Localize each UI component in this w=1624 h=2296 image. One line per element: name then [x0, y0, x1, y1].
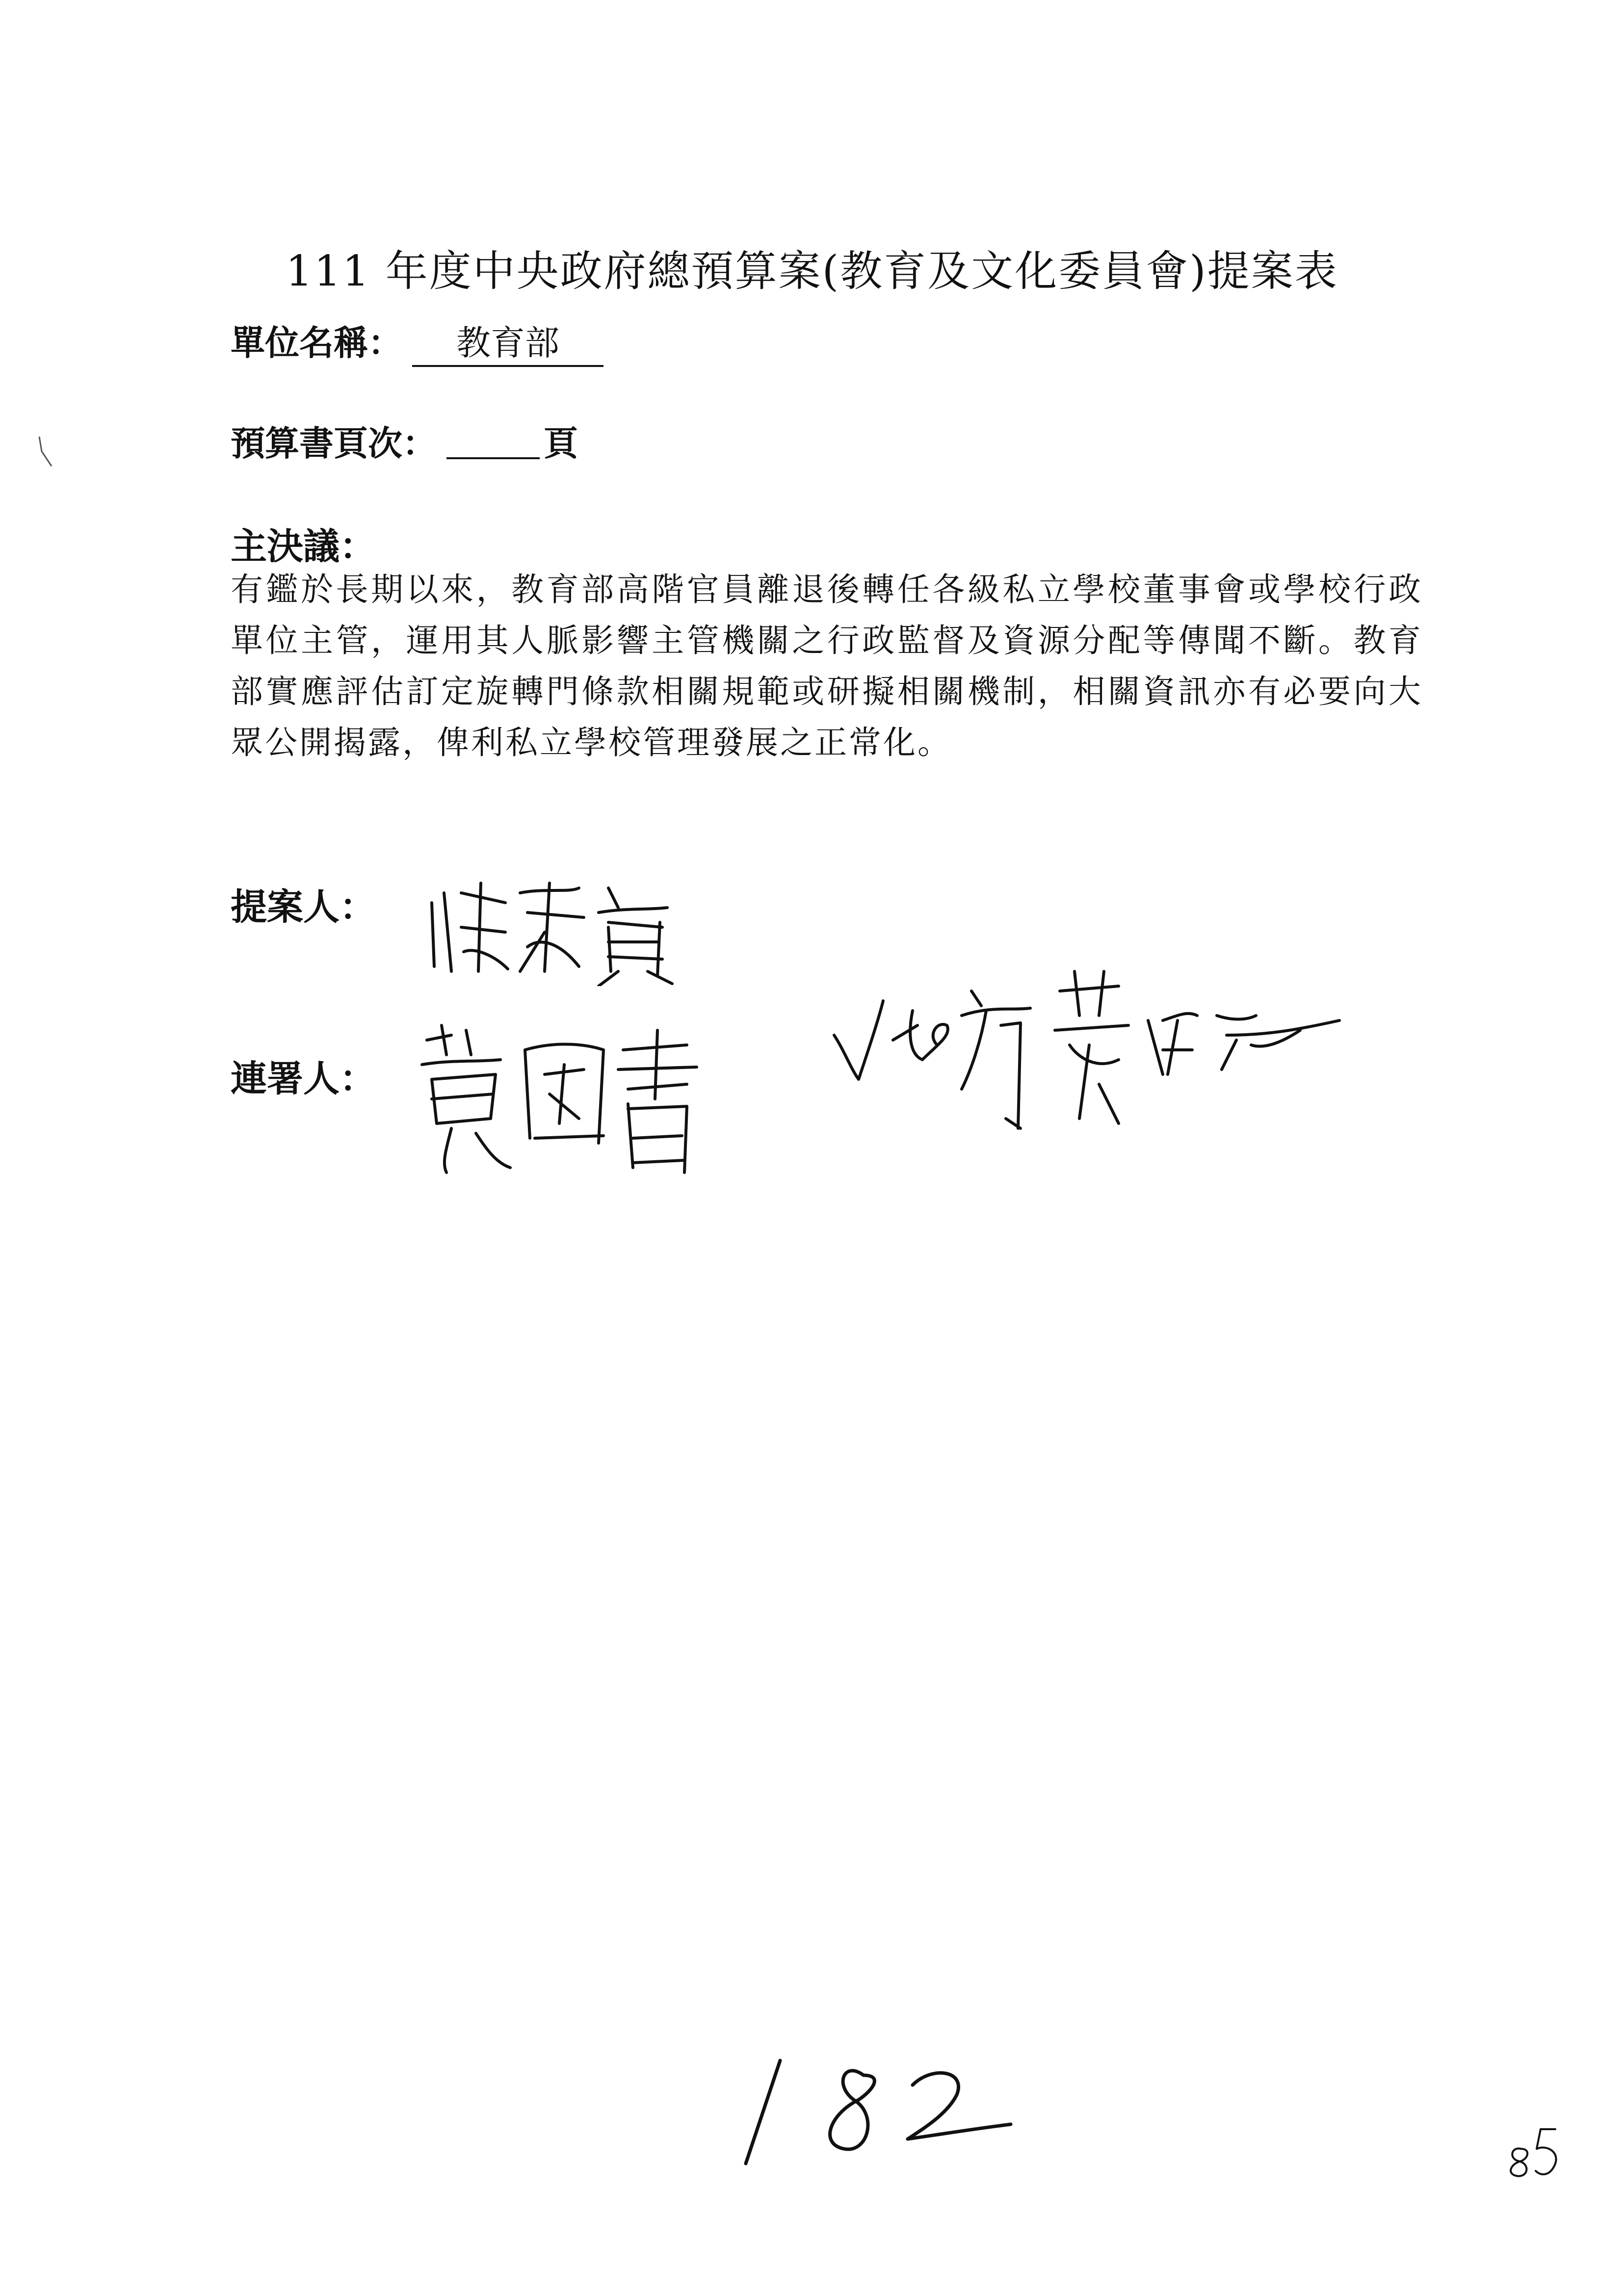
- form-title: 111 年度中央政府總預算案(教育及文化委員會)提案表: [286, 246, 1338, 296]
- proposer-signature: [422, 873, 687, 986]
- unit-name-field: [231, 315, 603, 367]
- resolution-label: 主決議：: [231, 525, 376, 568]
- resolution-text: 有鑑於長期以來，教育部高階官員離退後轉任各級私立學校董事會或學校行政單位主管，運用其人脈影響主管機關之行政監督及資源分配等傳聞不斷。教育部實應評估訂定旋轉門條款相關規範或研擬相關機制，相關資訊亦有必要向大眾公開揭露，俾利私立學校管理發展之正常化。: [231, 571, 1423, 761]
- budget-page-unit: 頁: [544, 423, 578, 464]
- budget-page-blank: [446, 427, 540, 459]
- cosigner-signature-1: [412, 1020, 716, 1177]
- proposer-label: 提案人：: [231, 886, 376, 928]
- budget-page-label: 預算書頁次：: [231, 423, 437, 464]
- budget-page-field: [231, 416, 578, 466]
- handwritten-corner-number: [1501, 2119, 1570, 2183]
- scan-mark: [34, 432, 59, 471]
- cosigner-signature-2: [824, 962, 1349, 1163]
- handwritten-page-number: [736, 2041, 1021, 2168]
- cosigner-label: 連署人：: [231, 1058, 376, 1100]
- unit-name-value: 教育部: [412, 315, 603, 367]
- unit-name-label: 單位名稱：: [231, 322, 402, 363]
